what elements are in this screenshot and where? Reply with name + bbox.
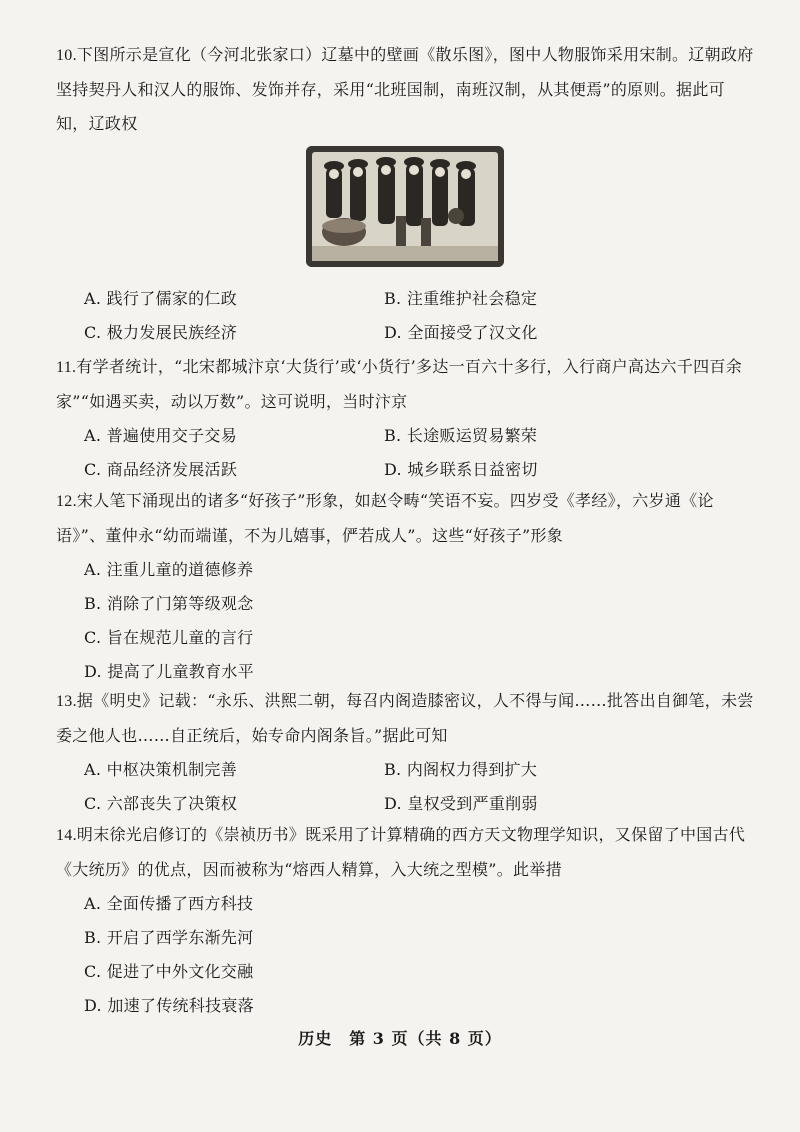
question-number: 12. xyxy=(56,493,77,510)
option-a: A. 践行了儒家的仁政 xyxy=(84,289,238,308)
question-number: 14. xyxy=(56,827,77,844)
option-d: D. 皇权受到严重削弱 xyxy=(384,794,538,813)
option-d: D. 提高了儿童教育水平 xyxy=(84,662,255,681)
option-d: D. 加速了传统科技衰落 xyxy=(84,996,255,1015)
question-10-stem xyxy=(56,38,756,141)
musicians-mural-illustration xyxy=(306,146,504,267)
mural-image xyxy=(306,146,504,267)
question-14 xyxy=(56,818,756,1023)
question-13 xyxy=(56,684,756,821)
question-11 xyxy=(56,350,756,487)
option-a: A. 全面传播了西方科技 xyxy=(84,894,254,913)
option-c: C. 极力发展民族经济 xyxy=(84,323,238,342)
question-12-stem xyxy=(56,484,756,553)
question-13-stem xyxy=(56,684,756,753)
question-text: 据《明史》记载：“永乐、洪熙二朝，每召内阁造膝密议，人不得与闻……批答出自御笔，未尝委之他人也……自正统后，始专命内阁条旨。”据此可知 xyxy=(56,691,754,745)
question-14-stem xyxy=(56,818,756,887)
option-c: C. 旨在规范儿童的言行 xyxy=(84,628,254,647)
question-number: 11. xyxy=(56,359,77,376)
question-12 xyxy=(56,484,756,689)
question-text: 有学者统计，“北宋都城汴京‘大货行’或‘小货行’多达一百六十多行，入行商户高达六千四百余家”“如遇买卖，动以万数”。这可说明，当时汴京 xyxy=(56,357,743,411)
question-number: 10. xyxy=(56,47,77,64)
question-number: 13. xyxy=(56,693,77,710)
option-a: A. 普遍使用交子交易 xyxy=(84,426,238,445)
option-c: C. 商品经济发展活跃 xyxy=(84,460,238,479)
option-c: C. 六部丧失了决策权 xyxy=(84,794,238,813)
option-d: D. 城乡联系日益密切 xyxy=(384,460,538,479)
question-10 xyxy=(56,38,756,141)
question-11-stem xyxy=(56,350,756,419)
option-a: A. 注重儿童的道德修养 xyxy=(84,560,254,579)
option-b: B. 长途贩运贸易繁荣 xyxy=(384,426,538,445)
option-c: C. 促进了中外文化交融 xyxy=(84,962,254,981)
question-text: 宋人笔下涌现出的诸多“好孩子”形象，如赵令畴“笑语不妄。四岁受《孝经》，六岁通《论语》”、董仲永“幼而端谨，不为儿嬉事，俨若成人”。这些“好孩子”形象 xyxy=(56,491,714,545)
option-b: B. 注重维护社会稳定 xyxy=(384,289,538,308)
page-footer: 历史 第 3 页（共 8 页） xyxy=(298,1029,502,1048)
question-10-options xyxy=(56,282,756,350)
question-text: 明末徐光启修订的《崇祯历书》既采用了计算精确的西方天文物理学知识，又保留了中国古代《大统历》的优点，因而被称为“熔西人精算，入大统之型模”。此举措 xyxy=(56,825,746,879)
option-b: B. 消除了门第等级观念 xyxy=(84,594,254,613)
option-b: B. 开启了西学东渐先河 xyxy=(84,928,254,947)
question-text: 下图所示是宣化（今河北张家口）辽墓中的壁画《散乐图》，图中人物服饰采用宋制。辽朝政府坚持契丹人和汉人的服饰、发饰并存，采用“北班国制，南班汉制，从其便焉”的原则。据此可知，辽政权 xyxy=(56,45,754,133)
option-b: B. 内阁权力得到扩大 xyxy=(384,760,538,779)
option-d: D. 全面接受了汉文化 xyxy=(384,323,538,342)
option-a: A. 中枢决策机制完善 xyxy=(84,760,238,779)
